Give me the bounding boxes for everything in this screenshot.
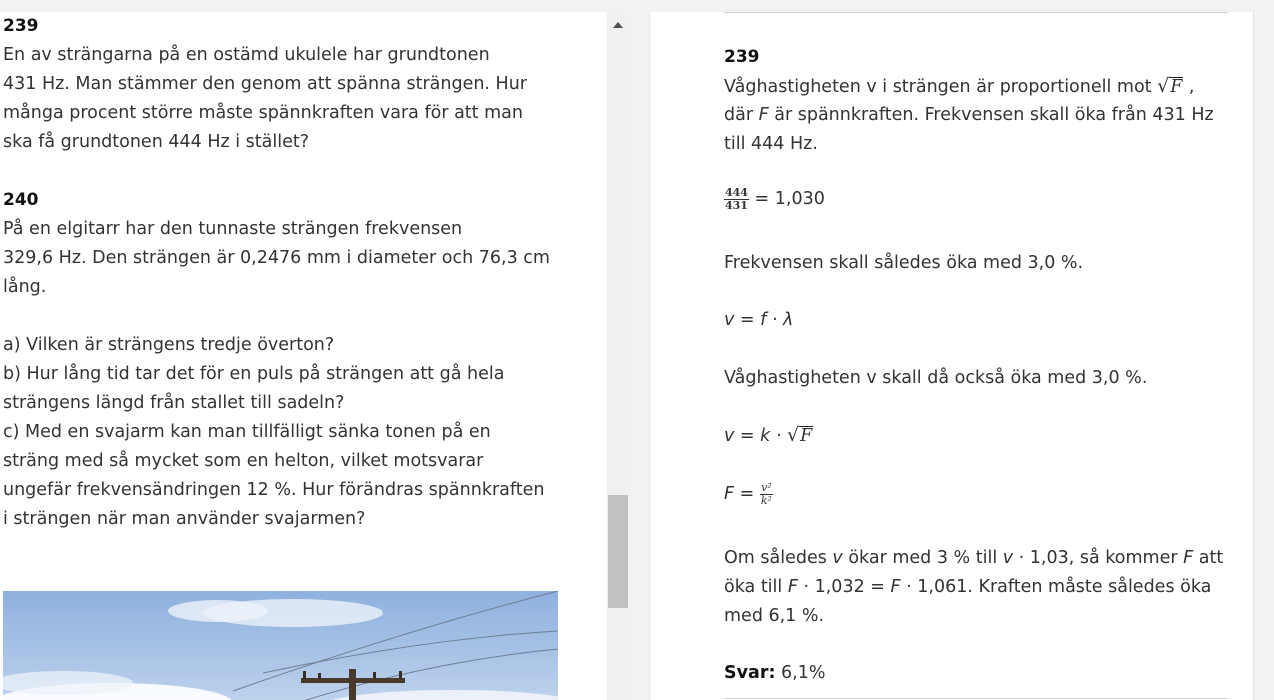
answer — [724, 659, 825, 688]
solution-intro-line-1: Våghastigheten v i strängen är proportionell mot √F , — [724, 72, 1195, 102]
right-margin — [1254, 12, 1274, 700]
subquestion-line: ungefär frekvensändringen 12 %. Hur förändras spännkraften — [3, 480, 545, 500]
subquestion-line: a) Vilken är strängens tredje överton? — [3, 335, 335, 355]
question-line: många procent större måste spännkraften vara för att man — [3, 103, 523, 123]
question-line: 431 Hz. Man stämmer den genom att spänna strängen. Hur — [3, 74, 528, 94]
question-number: 240 — [3, 190, 39, 210]
power-line-photo — [3, 591, 558, 700]
answer-value: 6,1% — [775, 663, 826, 683]
subquestion-line: b) Hur lång tid tar det för en puls på strängen att gå hela — [3, 364, 505, 384]
frequency-increase-text: Frekvensen skall således öka med 3,0 %. — [724, 253, 1084, 273]
sqrt-symbol: √F — [786, 424, 813, 446]
wave-equation: v = f · λ — [724, 310, 794, 330]
subquestion-line: sträng med så mycket som en helton, vilket motsvarar — [3, 451, 484, 471]
subquestion-line: strängens längd från stallet till sadeln? — [3, 393, 345, 413]
conclusion-line-2: öka till F · 1,032 = F · 1,061. Kraften måste således öka — [724, 577, 1212, 597]
conclusion-line-1: Om således v ökar med 3 % till v · 1,03, så kommer F att — [724, 548, 1224, 568]
pane-gutter — [629, 12, 651, 700]
scroll-thumb[interactable] — [608, 495, 628, 608]
solution-intro-line-2: där F är spännkraften. Frekvensen skall öka från 431 Hz — [724, 105, 1214, 125]
speed-increase-text: Våghastigheten v skall då också öka med 3,0 %. — [724, 368, 1148, 388]
conclusion-line-3: med 6,1 %. — [724, 606, 825, 626]
question-line: På en elgitarr har den tunnaste strängen frekvensen — [3, 219, 463, 239]
question-line: En av strängarna på en ostämd ukulele har grundtonen — [3, 45, 490, 65]
speed-force-equation: v = k · √F — [724, 421, 813, 451]
subquestion-line: c) Med en svajarm kan man tillfälligt sänka tonen på en — [3, 422, 491, 442]
question-number: 239 — [3, 16, 39, 36]
force-equation: F = $\frac{\text{v²}}{\text{k²}}$ — [724, 480, 772, 507]
question-line: ska få grundtonen 444 Hz i stället? — [3, 132, 309, 152]
question-line: 329,6 Hz. Den strängen är 0,2476 mm i diameter och 76,3 cm — [3, 248, 550, 268]
question-line: lång. — [3, 277, 47, 297]
answer-label: Svar: — [724, 663, 776, 683]
power-line-illustration — [3, 591, 558, 700]
left-scrollbar[interactable] — [607, 12, 629, 700]
ratio-fraction: $\frac{444}{431}$ — [725, 185, 748, 212]
subquestion-line: i strängen när man använder svajarmen? — [3, 509, 366, 529]
sqrt-symbol: √F — [1157, 75, 1183, 97]
solution-intro-line-3: till 444 Hz. — [724, 134, 818, 154]
triangle-up-icon[interactable] — [607, 12, 629, 36]
divider — [724, 12, 1228, 13]
question-239 — [3, 12, 563, 157]
top-strip — [0, 0, 1274, 12]
solution-number: 239 — [724, 47, 760, 67]
question-240 — [3, 186, 563, 534]
force-fraction: $\frac{\text{v²}}{\text{k²}}$ — [760, 480, 772, 507]
question-list — [3, 12, 563, 534]
solution-pane[interactable] — [651, 12, 1253, 700]
question-pane[interactable] — [0, 12, 607, 700]
ratio-equation: $\frac{444}{431}$ = 1,030 — [725, 185, 825, 212]
divider — [724, 698, 1228, 699]
